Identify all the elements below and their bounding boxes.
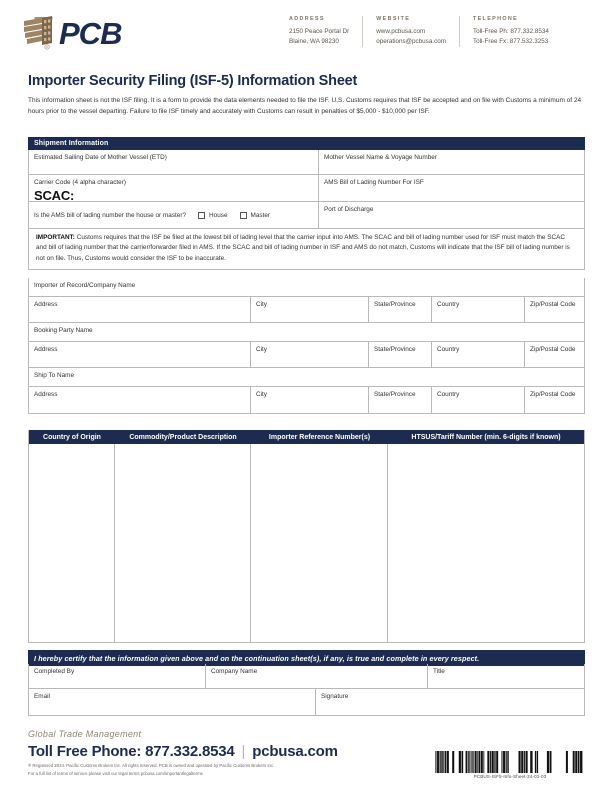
field-carrier-code[interactable] — [29, 175, 319, 201]
pcb-logo-text: PCB — [59, 15, 122, 51]
footer-toll-free-phone: Toll Free Phone: 877.332.8534 — [28, 743, 235, 760]
field-importer-city[interactable] — [251, 297, 369, 322]
field-importer-address[interactable] — [29, 297, 251, 322]
field-ship-to-city[interactable] — [251, 387, 369, 413]
certification-row-1 — [29, 664, 584, 689]
field-ship-to-name-label: Ship To Name — [34, 371, 75, 379]
field-booking-country[interactable] — [432, 342, 525, 367]
checkbox-master[interactable] — [240, 212, 247, 219]
party-row-booking-name — [29, 323, 584, 342]
field-booking-country-label: Country — [437, 345, 460, 353]
field-booking-address[interactable] — [29, 342, 251, 367]
field-vessel-name-voyage[interactable] — [319, 150, 584, 174]
footer-fine-print-line-2: For a full list of terms of service please visit our legal terms pcbusa.com/importantlegalterms — [28, 770, 203, 776]
field-port-of-discharge[interactable] — [319, 202, 584, 228]
important-notice — [28, 228, 585, 270]
checkbox-master-label: Master — [250, 211, 271, 219]
field-scac-value: SCAC: — [34, 187, 75, 203]
contact-column-address — [289, 16, 362, 47]
field-importer-state-label: State/Province — [374, 300, 416, 308]
field-etd-label: Estimated Sailing Date of Mother Vessel (ETD) — [34, 153, 167, 161]
section-header-shipment-information: Shipment Information — [28, 137, 585, 150]
field-ship-to-country[interactable] — [432, 387, 525, 413]
contact-phone: Toll-Free Ph: 877.332.8534 — [472, 27, 549, 35]
contact-heading-address: ADDRESS — [289, 16, 325, 22]
party-row-shipto-name — [29, 368, 584, 387]
commodity-cell-country-of-origin[interactable] — [29, 444, 115, 642]
footer-website[interactable]: pcbusa.com — [252, 743, 338, 760]
house-master-question: Is the AMS bill of lading number the house or master? — [34, 211, 187, 219]
column-header-country-of-origin: Country of Origin — [43, 433, 101, 441]
field-importer-state[interactable] — [369, 297, 432, 322]
field-booking-party-name-label: Booking Party Name — [34, 326, 93, 334]
party-row-booking-address — [29, 342, 584, 368]
checkbox-house-label: House — [209, 211, 228, 219]
field-house-or-master — [29, 202, 319, 228]
field-ship-to-address[interactable] — [29, 387, 251, 413]
field-ship-to-country-label: Country — [437, 390, 460, 398]
column-header-importer-reference: Importer Reference Number(s) — [268, 433, 371, 441]
field-importer-zip[interactable] — [525, 297, 584, 322]
intro-paragraph: This information sheet is not the ISF filing. It is a form to provide the data elements needed to file the ISF. U.S. Customs requires that ISF be accepted and on file with Customs a minimum of 24 hours prior to the vessel departing. Failure to file ISF timely and accurately with Customs can result in penalties of $5,000 - $10,000 per ISF. — [28, 97, 582, 115]
field-booking-state[interactable] — [369, 342, 432, 367]
footer-fine-print — [28, 762, 274, 777]
contact-fax: Toll-Free Fx: 877.532.3253 — [472, 37, 549, 45]
field-completed-by-label: Completed By — [34, 667, 75, 675]
certification-statement: I hereby certify that the information given above and on the continuation sheet(s), if any, is true and complete in every respect. — [28, 650, 585, 666]
field-ship-to-state[interactable] — [369, 387, 432, 413]
checkbox-house[interactable] — [198, 212, 205, 219]
field-ship-to-zip[interactable] — [525, 387, 584, 413]
field-ship-to-zip-label: Zip/Postal Code — [530, 390, 576, 398]
contact-column-telephone — [459, 16, 562, 47]
column-header-htsus-tariff: HTSUS/Tariff Number (min. 6-digits if known) — [411, 433, 561, 441]
contact-website-email[interactable]: operations@pcbusa.com — [376, 37, 446, 45]
important-notice-text: Customs requires that the ISF be filed at the lowest bill of lading level that the carrier input into AMS. The SCAC and bill of lading number used for ISF must match the SCAC and bill of lading number that the carrier/forwarder filed in AMS. If the SCAC and bill of lading number in ISF and AMS do not match, Customs will indicate that the ISF bill of lading number is not on file. Thus, Customs would consider the ISF to be inaccurate. — [36, 234, 570, 262]
field-booking-city-label: City — [256, 345, 268, 353]
header-contact-block — [289, 16, 562, 47]
contact-website-url[interactable]: www.pcbusa.com — [376, 27, 426, 35]
contact-heading-telephone: TELEPHONE — [472, 16, 519, 22]
field-email[interactable] — [29, 689, 316, 715]
contact-address-line-2: Blaine, WA 98230 — [289, 37, 339, 45]
certification-row-2 — [29, 689, 584, 715]
field-title-label: Title — [433, 667, 445, 675]
field-vessel-name-voyage-label: Mother Vessel Name & Voyage Number — [324, 153, 437, 161]
commodity-cell-reference-number[interactable] — [251, 444, 388, 642]
footer-separator: | — [241, 743, 246, 760]
pcb-logo — [22, 15, 121, 51]
field-signature-label: Signature — [321, 692, 349, 700]
field-ship-to-address-label: Address — [34, 390, 58, 398]
field-signature[interactable] — [316, 689, 584, 715]
commodity-cell-description[interactable] — [115, 444, 251, 642]
commodity-table-body — [29, 444, 584, 642]
field-ship-to-name[interactable] — [29, 368, 584, 386]
page-header — [0, 0, 612, 62]
parties-grid — [28, 278, 585, 414]
commodity-cell-htsus-tariff[interactable] — [388, 444, 584, 642]
party-row-shipto-address — [29, 387, 584, 413]
footer-tagline: Global Trade Management — [28, 729, 142, 739]
field-ams-bill-of-lading[interactable] — [319, 175, 584, 201]
field-importer-country[interactable] — [432, 297, 525, 322]
field-booking-state-label: State/Province — [374, 345, 416, 353]
party-row-importer-address — [29, 297, 584, 323]
field-email-label: Email — [34, 692, 50, 700]
shipment-row-carrier-code — [29, 175, 584, 202]
commodity-table — [28, 430, 585, 643]
field-booking-zip[interactable] — [525, 342, 584, 367]
shipment-row-etd — [29, 150, 584, 175]
field-importer-country-label: Country — [437, 300, 460, 308]
column-header-commodity-description: Commodity/Product Description — [129, 433, 237, 441]
field-ams-bill-of-lading-label: AMS Bill of Lading Number For ISF — [324, 178, 424, 186]
pcb-building-icon — [22, 16, 58, 50]
field-booking-city[interactable] — [251, 342, 369, 367]
field-importer-address-label: Address — [34, 300, 58, 308]
field-title[interactable] — [428, 664, 584, 688]
party-row-importer-name — [29, 278, 584, 297]
commodity-table-header-row — [29, 430, 584, 444]
shipment-information-grid — [28, 150, 585, 229]
field-ship-to-state-label: State/Province — [374, 390, 416, 398]
contact-address-line-1: 2150 Peace Portal Dr — [289, 27, 350, 35]
field-booking-zip-label: Zip/Postal Code — [530, 345, 576, 353]
field-carrier-code-label: Carrier Code (4 alpha character) — [34, 178, 126, 186]
field-etd[interactable] — [29, 150, 319, 174]
field-importer-zip-label: Zip/Postal Code — [530, 300, 576, 308]
field-importer-of-record-name[interactable] — [29, 278, 584, 296]
field-booking-address-label: Address — [34, 345, 58, 353]
footer-fine-print-line-1: ® Registered 2024. Pacific Customs Brokers Inc. All rights reserved. PCB is owned and operated by Pacific Customs Brokers Inc. — [28, 763, 275, 768]
svg-text:R: R — [45, 45, 49, 50]
field-port-of-discharge-label: Port of Discharge — [324, 205, 374, 213]
field-booking-party-name[interactable] — [29, 323, 584, 341]
important-notice-lead: IMPORTANT: — [36, 234, 75, 241]
contact-column-website — [362, 16, 459, 47]
field-company-name-label: Company Name — [211, 667, 258, 675]
field-importer-city-label: City — [256, 300, 268, 308]
contact-heading-website: WEBSITE — [376, 16, 411, 22]
page-title: Importer Security Filing (ISF-5) Information Sheet — [28, 73, 358, 89]
field-completed-by[interactable] — [29, 664, 206, 688]
footer-contact-line — [28, 743, 338, 760]
field-importer-of-record-name-label: Importer of Record/Company Name — [34, 281, 136, 289]
barcode — [434, 751, 586, 773]
field-ship-to-city-label: City — [256, 390, 268, 398]
barcode-label: PCBUS-ISF5-Info-Sheet-24-01-03 — [473, 774, 547, 779]
certification-grid — [28, 664, 585, 716]
shipment-row-house-master — [29, 202, 584, 228]
field-company-name[interactable] — [206, 664, 428, 688]
